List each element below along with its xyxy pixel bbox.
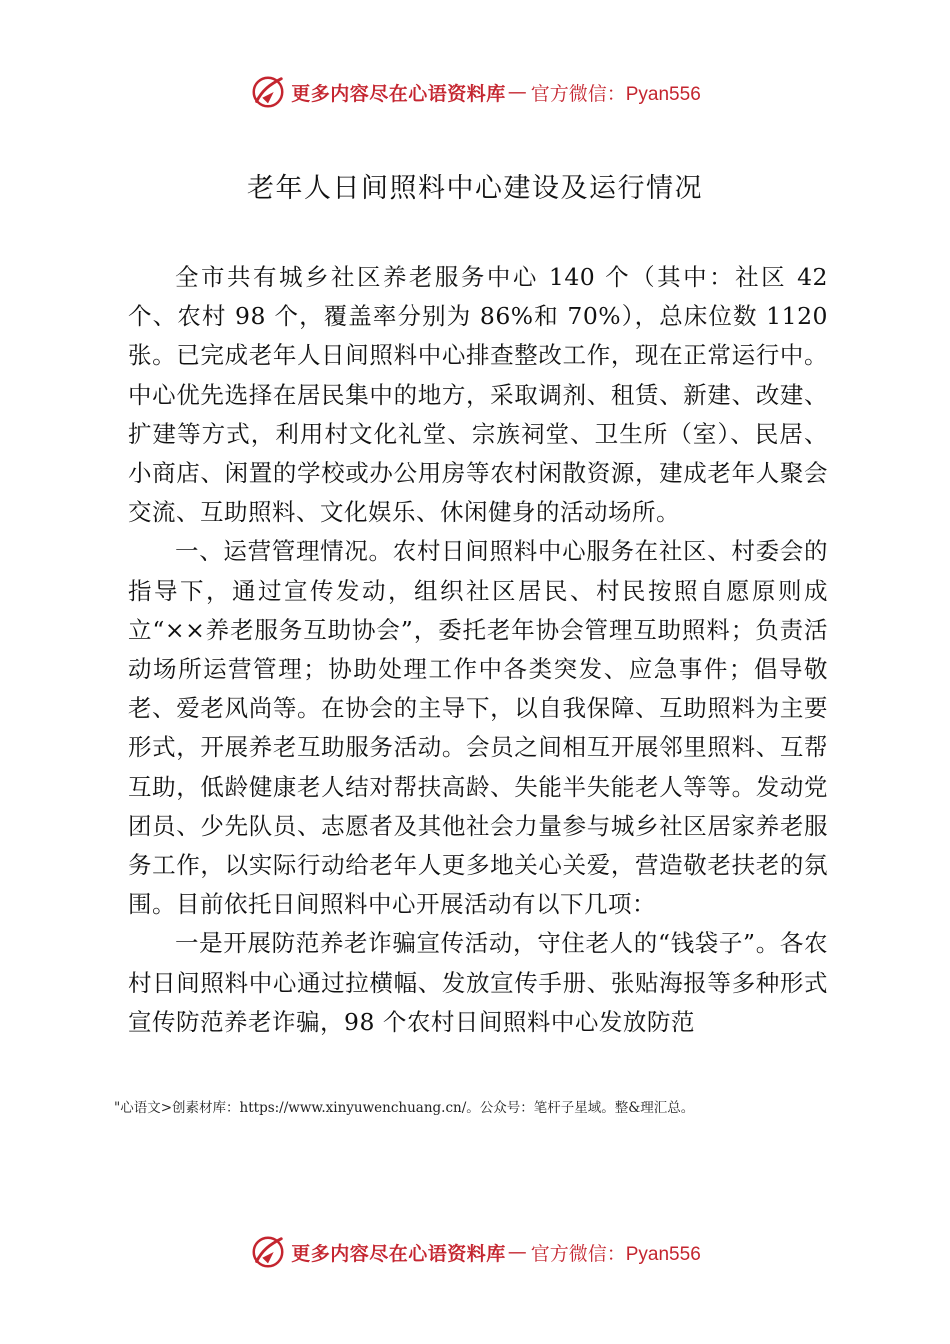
banner-separator: — bbox=[507, 1241, 527, 1263]
logo-icon bbox=[249, 1233, 287, 1271]
document-body bbox=[128, 258, 828, 1042]
header-banner bbox=[0, 70, 950, 114]
banner-main-text: 更多内容尽在心语资料库 bbox=[291, 1242, 506, 1265]
banner-wechat-text: 官方微信：Pyan556 bbox=[530, 1243, 701, 1265]
paragraph: 一、运营管理情况。农村日间照料中心服务在社区、村委会的指导下，通过宣传发动，组织社区居民、村民按照自愿原则成立“××养老服务互助协会”，委托老年协会管理互助照料；负责活动场所运营管理；协助处理工作中各类突发、应急事件；倡导敬老、爱老风尚等。在协会的主导下，以自我保障、互助照料为主要形式，开展养老互助服务活动。会员之间相互开展邻里照料、互帮互助，低龄健康老人结对帮扶高龄、失能半失能老人等等。发动党团员、少先队员、志愿者及其他社会力量参与城乡社区居家养老服务工作，以实际行动给老年人更多地关心关爱，营造敬老扶老的氛围。目前依托日间照料中心开展活动有以下几项： bbox=[128, 537, 828, 919]
footnote: "心语文>创素材库：https://www.xinyuwenchuang.cn/。公众号：笔杆子星域。整&理汇总。 bbox=[114, 1100, 695, 1116]
paragraph: 一是开展防范养老诈骗宣传活动，守住老人的“钱袋子”。各农村日间照料中心通过拉横幅、发放宣传手册、张贴海报等多种形式宣传防范养老诈骗，98 个农村日间照料中心发放防范 bbox=[128, 929, 828, 1036]
banner-separator: — bbox=[507, 81, 527, 103]
page-title: 老年人日间照料中心建设及运行情况 bbox=[247, 173, 703, 204]
logo-icon bbox=[249, 73, 287, 111]
banner-wechat-text: 官方微信：Pyan556 bbox=[530, 83, 701, 105]
footer-banner bbox=[0, 1230, 950, 1274]
banner-main-text: 更多内容尽在心语资料库 bbox=[291, 82, 506, 105]
paragraph: 全市共有城乡社区养老服务中心 140 个（其中：社区 42 个、农村 98 个，覆盖率分别为 86%和 70%），总床位数 1120 张。已完成老年人日间照料中心排查整改工作，现在正常运行中。中心优先选择在居民集中的地方，采取调剂、租赁、新建、改建、扩建等方式，利用村文化礼堂、宗族祠堂、卫生所（室）、民居、 小商店、闲置的学校或办公用房等农村闲散资源，建成老年人聚会交流、互助照料、文化娱乐、休闲健身的活动场所。 bbox=[128, 263, 828, 527]
